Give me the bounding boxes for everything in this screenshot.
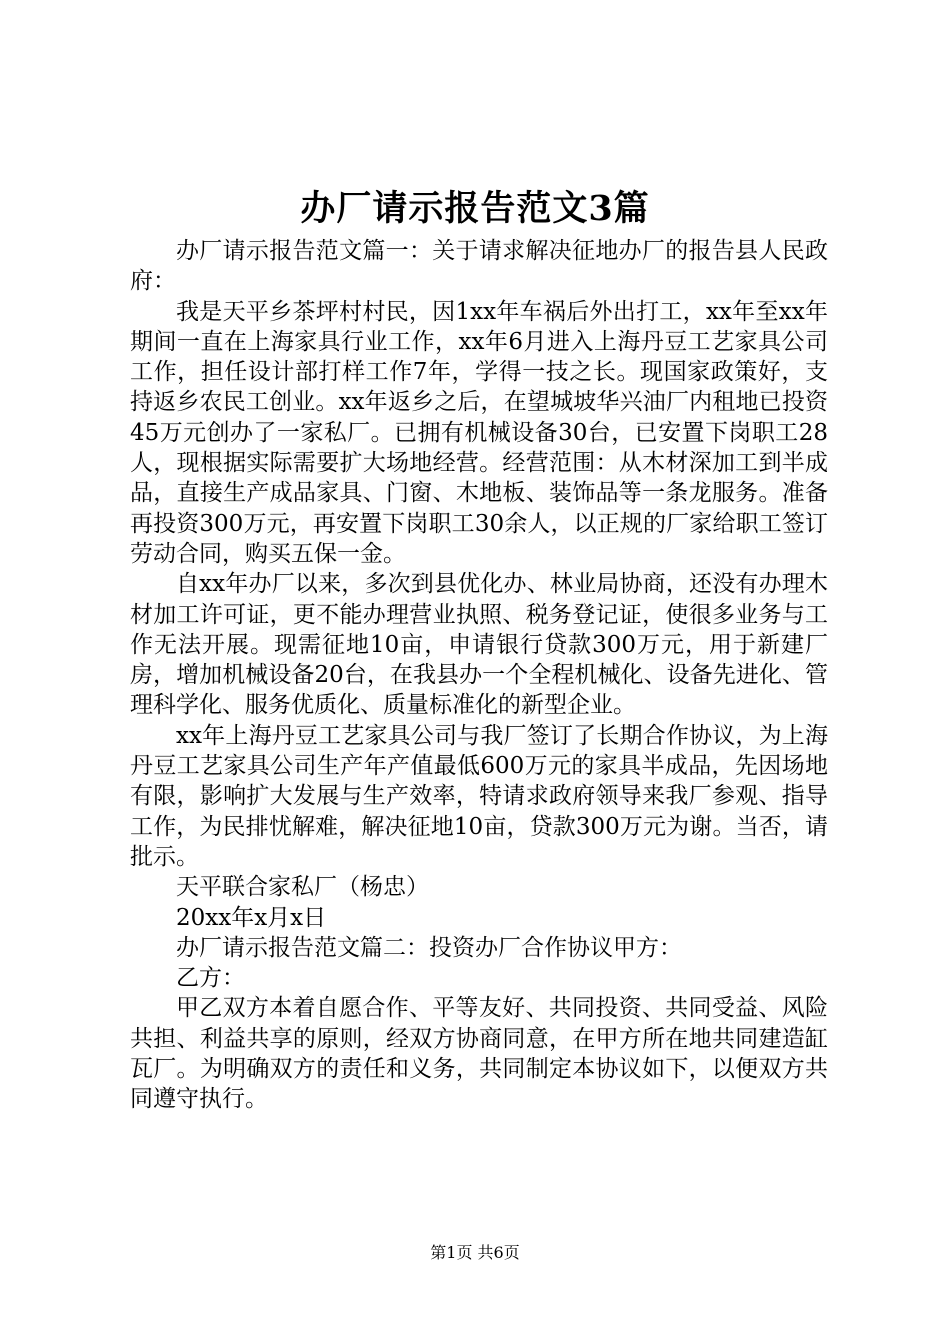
paragraph: 办厂请示报告范文篇一：关于请求解决征地办厂的报告县人民政府： [130, 238, 828, 295]
document-title: 办厂请示报告范文3篇 [300, 188, 650, 229]
date-line: 20xx年x月x日 [176, 904, 327, 931]
paragraph: 我是天平乡茶坪村村民，因1xx年车祸后外出打工，xx年至xx年期间一直在上海家具行业工作，xx年6月进入上海丹豆工艺家具公司工作，担任设计部打样工作7年，学得一技之长。现国家政策好，支持返乡农民工创业。xx年返乡之后，在望城坡华兴油厂内租地已投资45万元创办了一家私厂。已拥有机械设备30台，已安置下岗职工28人，现根据实际需要扩大场地经营。经营范围：从木材深加工到半成品，直接生产成品家具、门窗、木地板、装饰品等一条龙服务。准备再投资300万元，再安置下岗职工30余人，以正规的厂家给职工签订劳动合同，购买五保一金。 [130, 298, 828, 567]
paragraph: 甲乙双方本着自愿合作、平等友好、共同投资、共同受益、风险共担、利益共享的原则，经双方协商同意，在甲方所在地共同建造缸瓦厂。为明确双方的责任和义务，共同制定本协议如下，以便双方共同遵守执行。 [130, 995, 828, 1113]
paragraph: 自xx年办厂以来，多次到县优化办、林业局协商，还没有办理木材加工许可证，更不能办理营业执照、税务登记证，使很多业务与工作无法开展。现需征地10亩，申请银行贷款300万元，用于新建厂房，增加机械设备20台，在我县办一个全程机械化、设备先进化、管理科学化、服务优质化、质量标准化的新型企业。 [130, 571, 828, 719]
paragraph: 乙方： [176, 965, 245, 992]
paragraph: xx年上海丹豆工艺家具公司与我厂签订了长期合作协议，为上海丹豆工艺家具公司生产年产值最低600万元的家具半成品，先因场地有限，影响扩大发展与生产效率，特请求政府领导来我厂参观、指导工作，为民排忧解难，解决征地10亩，贷款300万元为谢。当否，请批示。 [130, 722, 828, 870]
document-body [130, 236, 828, 1115]
paragraph: 办厂请示报告范文篇二：投资办厂合作协议甲方： [176, 934, 682, 961]
page-footer: 第1页 共6页 [430, 1243, 520, 1262]
signature-line: 天平联合家私厂（杨忠） [176, 874, 429, 901]
